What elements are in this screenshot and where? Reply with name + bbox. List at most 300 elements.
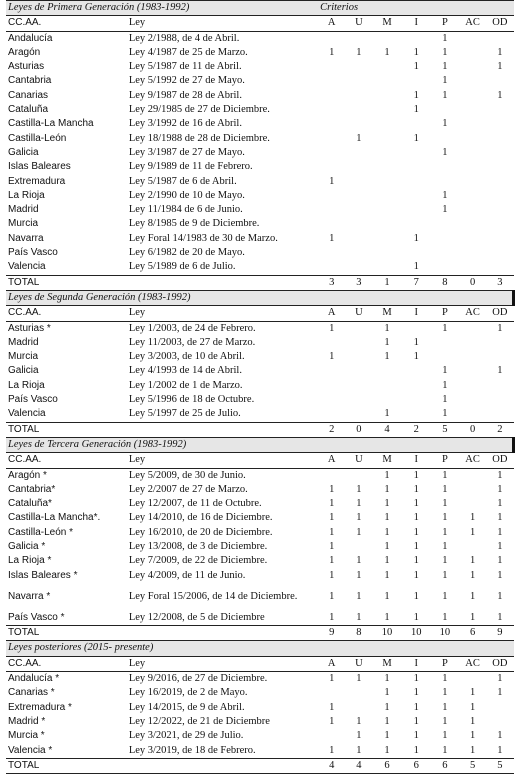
header-criterion: A [318,656,345,671]
table-row [6,511,514,525]
criterion-value [318,729,345,743]
community-name: Canarias [8,89,49,101]
criterion-value: 1 [329,540,335,552]
criterion-value: 1 [442,715,448,727]
community-name: Valencia [8,261,46,273]
table-row [6,715,514,729]
total-value: 3 [345,275,372,290]
criterion-value [486,336,513,350]
criterion-value: 1 [413,512,419,524]
criterion-value [402,379,431,393]
criterion-value: 1 [497,611,503,623]
table-row [6,31,514,46]
criterion-value: 1 [469,744,476,756]
criterion-value: 1 [356,132,362,144]
criterion-value: 1 [356,730,362,742]
law-reference: Ley 3/2019, de 18 de Febrero. [128,744,256,756]
community-name: Murcia * [8,730,45,742]
header-criterion: U [345,306,372,321]
header-criterion: A [318,306,345,321]
law-reference: Ley 18/1988 de 28 de Diciembre. [128,132,270,144]
community-name: Galicia [8,365,39,377]
table-row [6,526,514,540]
total-value: 2 [318,422,345,437]
law-reference: Ley 3/1987 de 27 de Mayo. [128,146,245,158]
community-name: País Vasco [8,394,58,406]
criterion-value: 1 [384,673,390,685]
criterion-value: 1 [329,232,335,244]
criterion-value [318,468,345,483]
criterion-value [486,246,513,260]
criterion-value: 1 [413,744,419,756]
criterion-value [372,175,401,189]
criterion-value [345,146,372,160]
criterion-value [459,393,486,407]
criterion-value: 1 [329,555,335,567]
total-value: 10 [402,626,431,641]
criterion-value [402,189,431,203]
criterion-value: 1 [356,526,362,538]
criterion-value: 1 [329,591,335,603]
criterion-value: 1 [329,351,335,363]
criterion-value [459,74,486,88]
header-criterion: AC [459,306,486,321]
header-criterion: I [402,16,431,31]
criterion-value: 1 [442,46,448,58]
criterion-value [486,31,513,46]
header-ley: Ley [127,306,318,321]
criterion-value: 1 [384,687,390,699]
criterion-value [402,175,431,189]
criterion-value [372,246,401,260]
criterion-value [459,117,486,131]
criterion-value: 1 [413,483,419,495]
total-value: 4 [318,758,345,773]
header-ccaa: CC.AA. [6,656,127,671]
total-value: 5 [431,422,459,437]
criterion-value: 1 [442,483,448,495]
criterion-value [459,497,486,511]
criterion-value: 1 [413,232,419,244]
total-value: 10 [431,626,459,641]
criterion-value: 1 [469,730,476,742]
criterion-value [318,217,345,231]
community-name: Valencia [8,408,46,420]
table-row [6,203,514,217]
law-reference: Ley 12/2007, de 11 de Octubre. [128,498,262,510]
total-value: 10 [372,626,401,641]
criterion-value [402,203,431,217]
law-reference: Ley 9/1989 de 11 de Febrero. [128,161,253,173]
criterion-value: 1 [497,483,503,495]
criterion-value: 1 [329,569,335,581]
community-name: Castilla-La Mancha*. [8,512,101,524]
criterion-value: 1 [442,189,448,201]
criterion-value [345,364,372,378]
law-reference: Ley 1/2002 de 1 de Marzo. [128,379,243,391]
community-name: Extremadura [8,175,66,187]
criterion-value [345,117,372,131]
header-criterion: OD [486,306,513,321]
community-name: Islas Baleares * [8,569,78,581]
total-label: TOTAL [6,758,127,773]
criterion-value [345,175,372,189]
criterion-value [486,175,513,189]
criterion-value [345,74,372,88]
criterion-value [345,540,372,554]
criterion-value [402,160,431,174]
criterion-value [345,686,372,700]
criterion-value: 1 [497,526,503,538]
criterion-value [345,407,372,422]
header-criterion: OD [486,656,513,671]
law-reference: Ley 5/1992 de 27 de Mayo. [128,75,245,87]
total-label: TOTAL [6,275,127,290]
criterion-value [486,74,513,88]
criterion-value: 1 [497,730,503,742]
table-row [6,74,514,88]
criterion-value [318,203,345,217]
law-reference: Ley 3/2021, de 29 de Julio. [128,730,244,742]
criterion-value: 1 [497,469,503,481]
criterion-value [345,350,372,364]
community-name: Islas Baleares [8,161,71,173]
criterion-value [372,189,401,203]
criterion-value: 1 [469,687,476,699]
criterion-value: 1 [442,540,448,552]
law-reference: Ley 14/2015, de 9 de Abril. [128,701,245,713]
criterion-value [459,31,486,46]
criterion-value [431,350,459,364]
table-row [6,117,514,131]
law-reference: Ley 7/2009, de 22 de Diciembre. [128,555,268,567]
criterion-value: 1 [329,744,335,756]
criterion-value: 1 [384,555,390,567]
criterion-value [459,60,486,74]
law-reference: Ley Foral 14/1983 de 30 de Marzo. [128,232,278,244]
criterion-value: 1 [329,498,335,510]
criterion-value [459,103,486,117]
header-criterion: I [402,306,431,321]
total-label: TOTAL [6,422,127,437]
criterion-value [318,686,345,700]
law-reference: Ley Foral 15/2006, de 14 de Diciembre. [128,591,298,603]
criterios-label: Criterios [318,1,513,16]
table-row [6,350,514,364]
table-row [6,364,514,378]
total-value: 0 [459,275,486,290]
criterion-value: 1 [442,118,448,130]
law-reference: Ley 4/1987 de 25 de Marzo. [128,46,248,58]
total-value: 3 [318,275,345,290]
criterion-value [486,146,513,160]
community-name: País Vasco * [8,611,65,623]
criterion-value [459,246,486,260]
criterion-value [318,146,345,160]
community-name: La Rioja [8,189,45,201]
header-criterion: AC [459,453,486,468]
table-row [6,540,514,554]
community-name: Extremadura * [8,701,72,713]
total-value: 6 [459,626,486,641]
criterion-value: 1 [356,569,362,581]
table-row [6,189,514,203]
criterion-value [372,74,401,88]
criterion-value [372,31,401,46]
criterion-value [459,89,486,103]
criterion-value: 1 [413,336,419,348]
total-label: TOTAL [6,626,127,641]
criterion-value: 1 [413,526,419,538]
law-reference: Ley 5/1987 de 11 de Abril. [128,61,242,73]
criterion-value: 1 [442,32,448,44]
table-row [6,483,514,497]
community-name: Andalucía [8,32,53,44]
header-criterion: U [345,656,372,671]
criterion-value [318,246,345,260]
criterion-value [318,103,345,117]
criterion-value [345,89,372,103]
header-criterion: P [431,306,459,321]
section-title: Leyes de Segunda Generación (1983-1992) [6,290,514,305]
criterion-value: 1 [442,394,448,406]
header-ccaa: CC.AA. [6,16,127,31]
criterion-value: 1 [384,611,390,623]
criterion-value [459,540,486,554]
criterion-value [486,189,513,203]
community-name: Cataluña* [8,498,52,510]
criterion-value: 1 [329,526,335,538]
criterion-value [459,132,486,146]
criterion-value: 1 [413,715,419,727]
header-ccaa: CC.AA. [6,306,127,321]
criterion-value [459,146,486,160]
criterion-value [318,336,345,350]
table-row [6,336,514,350]
criterion-value [486,117,513,131]
total-spacer [127,626,318,641]
criterion-value: 1 [442,204,448,216]
law-reference: Ley 4/1993 de 14 de Abril. [128,365,242,377]
criterion-value: 1 [497,365,503,377]
criterion-value [345,189,372,203]
criterion-value [318,379,345,393]
criterion-value [372,60,401,74]
criterion-value: 1 [356,46,362,58]
table-row [6,611,514,626]
criterion-value: 1 [413,730,419,742]
criterion-value: 1 [442,526,448,538]
criterion-value: 1 [384,408,390,420]
criterion-value [402,117,431,131]
criterion-value [372,89,401,103]
criterion-value [372,364,401,378]
table-row [6,260,514,275]
total-value: 6 [372,758,401,773]
criterion-value [459,336,486,350]
criterion-value [345,232,372,246]
criterion-value [318,89,345,103]
criterion-value: 1 [469,591,476,603]
table-row [6,232,514,246]
criterion-value: 1 [329,611,335,623]
criterion-value: 1 [497,89,503,101]
criterion-value: 1 [384,701,390,713]
law-reference: Ley 2/1990 de 10 de Mayo. [128,189,245,201]
criterion-value [486,103,513,117]
total-value: 0 [345,422,372,437]
criterion-value [345,336,372,350]
table-row [6,60,514,74]
community-name: Asturias [8,61,45,73]
criterion-value: 1 [413,498,419,510]
total-row [6,758,514,773]
criterion-value [459,483,486,497]
criterion-value [345,217,372,231]
total-value: 9 [486,626,513,641]
section-title: Leyes posteriores (2015- presente) [6,641,514,656]
criterion-value: 1 [413,132,419,144]
community-name: Castilla-La Mancha [8,118,94,130]
law-reference: Ley 11/2003, de 27 de Marzo. [128,336,256,348]
law-reference: Ley 4/2009, de 11 de Junio. [128,569,246,581]
table-row [6,132,514,146]
law-reference: Ley 11/1984 de 6 de Junio. [128,204,243,216]
table-row [6,583,514,611]
criterion-value [402,393,431,407]
community-name: Aragón [8,46,41,58]
law-reference: Ley 3/2003, de 10 de Abril. [128,351,245,363]
criterion-value: 1 [442,701,448,713]
criterion-value: 1 [413,540,419,552]
total-value: 4 [345,758,372,773]
criterion-value [459,160,486,174]
section-title-row [6,1,514,16]
total-value: 0 [459,422,486,437]
criterion-value: 1 [442,379,448,391]
criterion-value [318,364,345,378]
criterion-value: 1 [413,261,419,273]
law-reference: Ley 14/2010, de 16 de Diciembre. [128,512,273,524]
criterion-value: 1 [384,715,390,727]
criterion-value: 1 [384,498,390,510]
criterion-value: 1 [442,322,448,334]
criterion-value: 1 [442,555,448,567]
header-criterion: M [372,306,401,321]
criterion-value: 1 [497,540,503,552]
criterion-value [372,232,401,246]
criterion-value: 1 [442,469,448,481]
total-value: 5 [459,758,486,773]
total-spacer [127,758,318,773]
criterion-value [345,60,372,74]
criterion-value [431,246,459,260]
criterion-value [459,175,486,189]
criterion-value: 1 [497,569,503,581]
table-row [6,246,514,260]
table-row [6,686,514,700]
criterion-value [372,132,401,146]
table-row [6,744,514,759]
table-row [6,89,514,103]
criterion-value [345,393,372,407]
criterion-value [402,246,431,260]
table-row [6,46,514,60]
criterion-value [459,203,486,217]
criterion-value: 1 [442,569,448,581]
criterion-value [459,364,486,378]
law-reference: Ley 16/2010, de 20 de Diciembre. [128,526,273,538]
criterion-value [431,260,459,275]
criterion-value: 1 [356,611,362,623]
community-name: Cantabria [8,75,52,87]
criterion-value [372,203,401,217]
criterion-value: 1 [469,611,476,623]
criterion-value: 1 [413,591,419,603]
criterion-value: 1 [442,75,448,87]
criterion-value [459,407,486,422]
total-value: 7 [402,275,431,290]
total-value: 9 [318,626,345,641]
criterion-value [345,103,372,117]
criterion-value: 1 [384,322,390,334]
criterion-value [459,260,486,275]
criterion-value [459,321,486,336]
section-title-row [6,437,514,452]
header-criterion: AC [459,16,486,31]
law-reference: Ley 6/1982 de 20 de Mayo. [128,247,245,259]
table-row [6,554,514,568]
total-value: 1 [372,275,401,290]
criterion-value: 1 [497,46,503,58]
community-name: Madrid [8,204,39,216]
criterion-value [318,117,345,131]
criterion-value [345,468,372,483]
criterion-value: 1 [384,351,390,363]
criterion-value: 1 [497,498,503,510]
header-criterion: OD [486,16,513,31]
criterion-value: 1 [497,687,503,699]
criterion-value: 1 [413,104,419,116]
criterion-value: 1 [469,526,476,538]
header-criterion: A [318,16,345,31]
criterion-value [459,46,486,60]
community-name: Andalucía * [8,673,60,685]
header-criterion: U [345,16,372,31]
criterion-value [402,146,431,160]
table-row [6,175,514,189]
criterion-value: 1 [356,744,362,756]
law-reference: Ley 3/1992 de 16 de Abril. [128,118,242,130]
column-header-row [6,656,514,671]
criterion-value [372,103,401,117]
criterion-value: 1 [329,483,335,495]
law-reference: Ley 5/1996 de 18 de Octubre. [128,394,255,406]
table-row [6,407,514,422]
criterion-value: 1 [384,730,390,742]
header-criterion: I [402,453,431,468]
header-ccaa: CC.AA. [6,453,127,468]
criterion-value [345,701,372,715]
criterion-value: 1 [356,673,362,685]
criterion-value: 1 [413,611,419,623]
criterion-value: 1 [356,555,362,567]
total-value: 3 [486,275,513,290]
header-criterion: P [431,16,459,31]
laws-table-container [6,0,515,774]
criterion-value: 1 [442,687,448,699]
criterion-value: 1 [329,715,335,727]
